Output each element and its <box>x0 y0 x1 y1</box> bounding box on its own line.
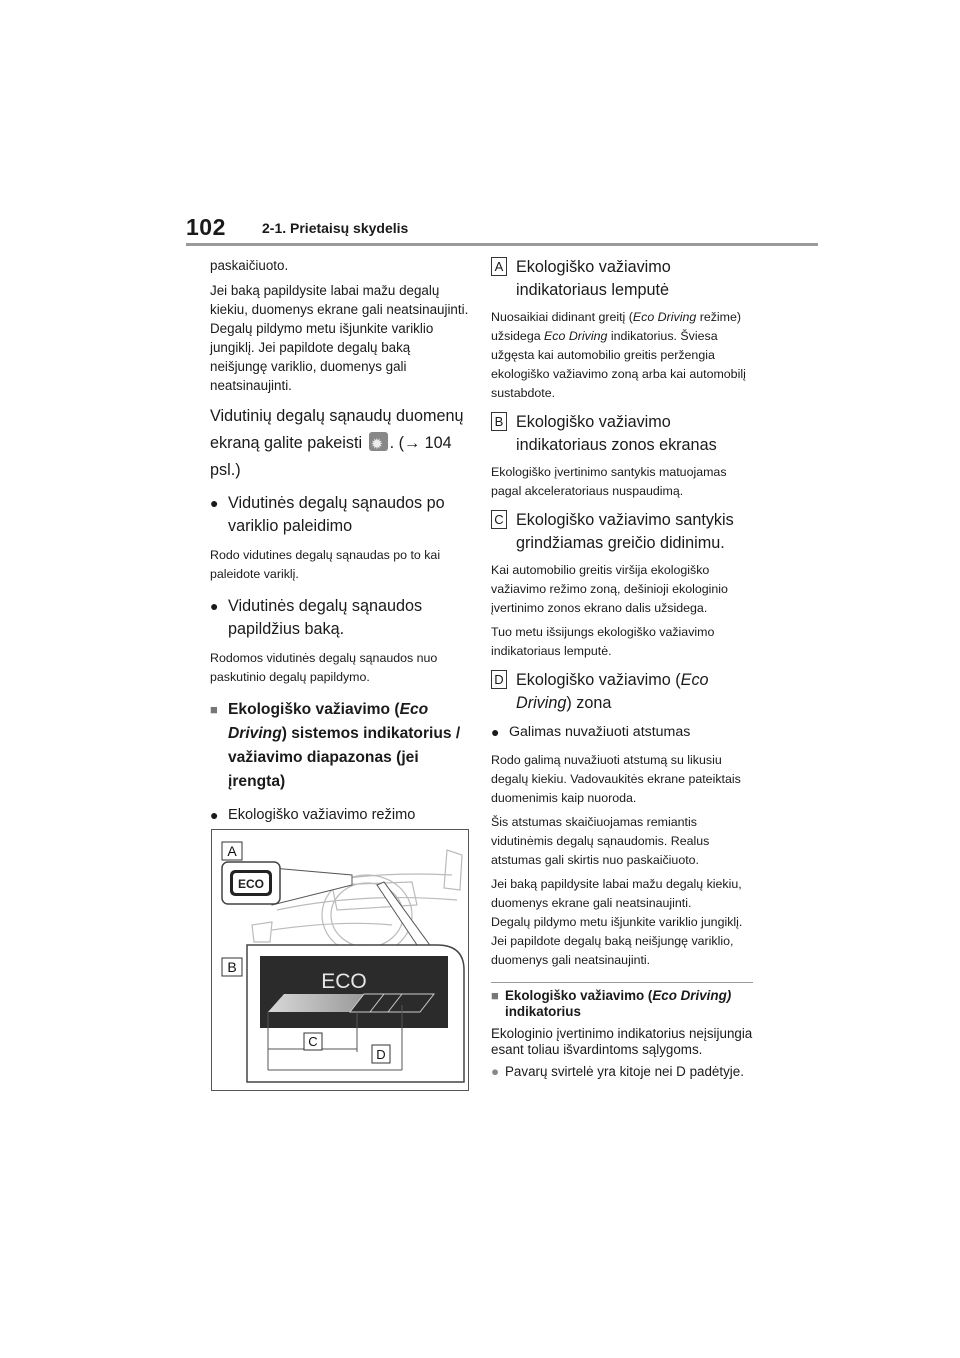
square-bullet-icon: ■ <box>491 988 499 1003</box>
label-box-a: A <box>491 257 507 276</box>
section-desc: Ekologinio įvertinimo indikatorius neįsijungia esant toliau išvardintoms sąlygoms. <box>491 1026 753 1057</box>
heading-text: Ekologiško važiavimo indikatoriaus zonos ekranas <box>516 413 717 454</box>
heading-text: Ekologiško važiavimo (Eco Driving) sistemos indikatorius / važiavimo diapazonas (jei įrengta) <box>228 701 461 790</box>
bullet-dot-icon: ● <box>210 495 219 511</box>
label-a: A <box>227 843 237 859</box>
item-b-heading <box>491 411 753 457</box>
paragraph-gear <box>210 403 470 484</box>
distance-desc: Šis atstumas skaičiuojamas remiantis vidutinėmis degalų sąnaudomis. Realus atstumas gali skirtis nuo paskaičiuoto. <box>491 815 710 867</box>
bullet-dot-icon: ● <box>491 724 500 740</box>
distance-desc: Degalų pildymo metu išjunkite variklio jungiklį. Jei papildote degalų baką neišjungę variklio, duomenys gali neatsinaujinti. <box>491 915 743 967</box>
bullet-item <box>491 721 753 744</box>
item-b-desc: Ekologiško įvertinimo santykis matuojamas pagal akceleratoriaus nuspaudimą. <box>491 465 727 498</box>
paragraph: Degalų pildymo metu išjunkite variklio jungiklį. Jei papildote degalų baką neišjungę variklio, duomenys gali neatsinaujinti. <box>210 321 434 393</box>
bullet-dot-icon: ● <box>210 807 219 823</box>
section-title: 2-1. Prietaisų skydelis <box>262 220 409 236</box>
heading-text: Ekologiško važiavimo (Eco Driving) zona <box>516 671 709 712</box>
section-divider <box>491 982 753 983</box>
label-box-d: D <box>491 670 507 689</box>
bullet-item <box>210 595 470 641</box>
eco-badge-text: ECO <box>237 877 265 891</box>
paragraph-text: Vidutinių degalų sąnaudų duomenų ekraną galite pakeisti <box>210 407 464 452</box>
right-column <box>491 256 753 1080</box>
paragraph: Jei baką papildysite labai mažu degalų kiekiu, duomenys ekrane gali neatsinaujinti. <box>210 283 469 317</box>
square-bullet-icon: ■ <box>210 702 218 717</box>
label-box-b: B <box>491 412 507 431</box>
heading-text: Ekologiško važiavimo santykis grindžiamas greičio didinimu. <box>516 511 734 552</box>
illustration-svg <box>212 830 468 1090</box>
circle-bullet-icon: ● <box>491 1064 500 1079</box>
page-number: 102 <box>186 214 226 240</box>
paragraph: paskaičiuoto. <box>210 258 289 273</box>
bullet-item <box>210 492 470 538</box>
bullet-text: Ekologiško važiavimo režimo <box>228 807 416 823</box>
bullet-desc: Rodo vidutines degalų sąnaudas po to kai paleidote variklį. <box>210 548 441 581</box>
bullet-text: Vidutinės degalų sąnaudos papildžius baką. <box>228 597 423 638</box>
heading-text: Ekologiško važiavimo indikatoriaus lemputė <box>516 258 671 299</box>
eco-display-text: ECO <box>321 970 367 993</box>
item-c-heading <box>491 509 753 555</box>
label-c: C <box>308 1034 318 1049</box>
section-heading <box>210 698 470 794</box>
bullet-desc: Rodomos vidutinės degalų sąnaudos nuo paskutinio degalų papildymo. <box>210 651 438 684</box>
dashboard-illustration <box>211 829 469 1091</box>
header-rule <box>186 243 818 246</box>
bullet-text: Galimas nuvažiuoti atstumas <box>509 724 691 740</box>
bullet-dot-icon: ● <box>210 598 219 614</box>
label-d: D <box>376 1047 386 1062</box>
item-c-desc: Kai automobilio greitis viršija ekologiško važiavimo režimo zoną, dešinioji ekologinio įvertinimo zonos ekrano dalis užsidega. <box>491 563 728 615</box>
distance-desc: Jei baką papildysite labai mažu degalų kiekiu, duomenys ekrane gali neatsinaujinti. <box>491 877 742 910</box>
distance-desc: Rodo galimą nuvažiuoti atstumą su likusiu degalų kiekiu. Vadovaukitės ekrane pateiktais duomenimis kaip nuoroda. <box>491 753 741 805</box>
bullet-text: Vidutinės degalų sąnaudos po variklio paleidimo <box>228 494 445 535</box>
item-c-desc: Tuo metu išsijungs ekologiško važiavimo indikatoriaus lemputė. <box>491 625 715 658</box>
page-ref: . (→ 104 psl.) <box>210 434 452 479</box>
gear-icon <box>369 432 388 451</box>
item-a-desc: Nuosaikiai didinant greitį (Eco Driving režime) užsidega Eco Driving indikatorius. Šviesa užgęsta kai automobilio greitis peržengia ekologiško važiavimo zoną arba kai automobilį sustabdote. <box>491 310 746 400</box>
left-column <box>210 256 470 850</box>
label-b: B <box>227 959 237 975</box>
circle-bullet-item <box>491 1064 753 1080</box>
bullet-text: Pavarų svirtelė yra kitoje nei D padėtyje. <box>505 1064 744 1079</box>
item-d-heading <box>491 669 753 715</box>
label-box-c: C <box>491 510 507 529</box>
item-a-heading <box>491 256 753 302</box>
heading-text: Ekologiško važiavimo (Eco Driving) indikatorius <box>505 988 732 1019</box>
section-heading <box>491 988 753 1020</box>
